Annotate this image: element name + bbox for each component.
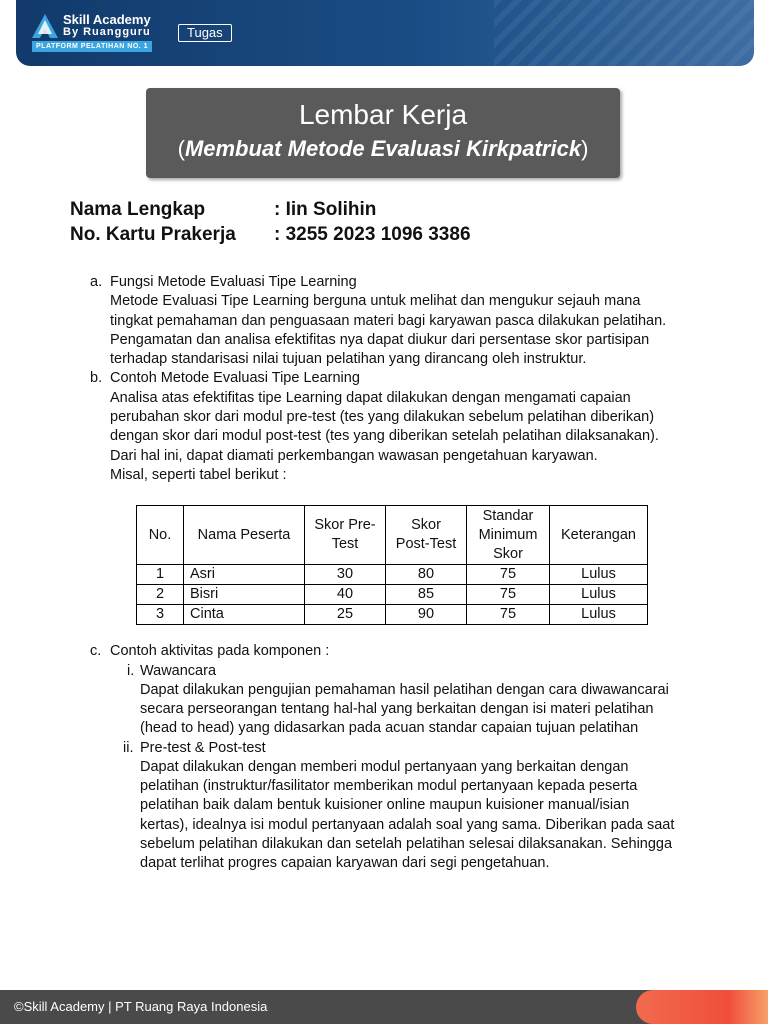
section-b-heading: Contoh Metode Evaluasi Tipe Learning (110, 370, 360, 386)
brand-tagline: PLATFORM PELATIHAN NO. 1 (32, 41, 152, 52)
section-a-line: Pengamatan dan analisa efektifitas nya dapat diukur dari persentase skor partisipan (110, 332, 650, 348)
cell-pre: 25 (305, 605, 386, 625)
cell-ket: Lulus (550, 565, 648, 585)
table-row (137, 585, 648, 605)
cell-no: 3 (137, 605, 184, 625)
section-b-line: dengan skor dari modul post-test (tes yang diberikan setelah pelatihan dilaksanakan). (110, 428, 659, 444)
footer-bar (0, 990, 768, 1024)
cell-std: 75 (467, 605, 550, 625)
table-header-row (137, 506, 648, 565)
page-title: Lembar Kerja (298, 99, 468, 130)
cell-post: 90 (386, 605, 467, 625)
score-table (136, 505, 648, 625)
name-label: Nama Lengkap (70, 199, 206, 220)
section-a-heading: Fungsi Metode Evaluasi Tipe Learning (110, 274, 357, 290)
card-value: : 3255 2023 1096 3386 (274, 224, 471, 245)
section-c-marker: c. (90, 643, 102, 659)
header-decoration (494, 0, 754, 66)
cell-nama: Bisri (184, 585, 305, 605)
cell-post: 85 (386, 585, 467, 605)
cell-no: 1 (137, 565, 184, 585)
section-a-line: Metode Evaluasi Tipe Learning berguna untuk melihat dan mengukur sejauh mana (110, 293, 641, 309)
name-value: : Iin Solihin (274, 199, 377, 220)
item-i-heading: Wawancara (140, 663, 217, 679)
header-post-test: Skor Post-Test (386, 506, 467, 565)
identity-card-row (70, 223, 471, 247)
brand-name: Skill Academy (63, 12, 151, 27)
section-a-line: tingkat pemahaman dan penguasaan materi bagi karyawan pasca dilakukan pelatihan. (110, 313, 667, 329)
cell-post: 80 (386, 565, 467, 585)
section-b-line: Misal, seperti tabel berikut : (110, 467, 287, 483)
cell-std: 75 (467, 585, 550, 605)
item-i-line: secara perseorangan tentang hal-hal yang berkaitan dengan isi materi pelatihan (140, 701, 654, 717)
section-a-line: terhadap standarisasi nilai tujuan pelatihan yang dirancang oleh instruktur. (110, 351, 587, 367)
item-ii-heading: Pre-test & Post-test (140, 740, 266, 756)
cell-std: 75 (467, 565, 550, 585)
item-ii-line: dapat terlihat progres capaian karyawan dari segi pengetahuan. (140, 855, 550, 871)
cell-pre: 30 (305, 565, 386, 585)
skill-academy-logo-icon (32, 14, 58, 38)
item-ii-line: Dapat dilakukan dengan memberi modul pertanyaan yang berkaitan dengan (140, 759, 629, 775)
item-i-line: Dapat dilakukan pengujian pemahaman hasil pelatihan dengan cara diwawancarai (140, 682, 669, 698)
cell-pre: 40 (305, 585, 386, 605)
item-i-line: (head to head) yang didasarkan pada acuan standar capaian tujuan pelatihan (140, 720, 639, 736)
header-pre-test: Skor Pre- Test (305, 506, 386, 565)
cell-ket: Lulus (550, 585, 648, 605)
footer-accent-shape (636, 990, 768, 1024)
item-ii-marker: ii. (123, 740, 134, 756)
section-b-marker: b. (90, 370, 103, 386)
header-banner (16, 0, 754, 66)
cell-nama: Asri (184, 565, 305, 585)
item-ii-line: pelatihan (instruktur/fasilitator memberikan modul pertanyaan kepada peserta (140, 778, 638, 794)
item-ii-line: sebelum pelatihan dilakukan dan setelah pelatihan selesai dilaksanakan. Sehingga (140, 836, 673, 852)
header-keterangan: Keterangan (550, 506, 648, 565)
header-standar: Standar Minimum Skor (467, 506, 550, 565)
item-ii-line: kertas), idealnya isi modul pertanyaan adalah soal yang sama. Diberikan pada saat (140, 817, 675, 833)
identity-name-row (70, 198, 376, 222)
cell-nama: Cinta (184, 605, 305, 625)
cell-no: 2 (137, 585, 184, 605)
card-label: No. Kartu Prakerja (70, 224, 236, 245)
cell-ket: Lulus (550, 605, 648, 625)
title-box (146, 88, 620, 178)
table-row (137, 565, 648, 585)
section-b-line: Analisa atas efektifitas tipe Learning dapat dilakukan dengan mengamati capaian (110, 390, 631, 406)
brand-subtitle: By Ruangguru (63, 26, 151, 38)
header-nama: Nama Peserta (184, 506, 305, 565)
header-no: No. (137, 506, 184, 565)
section-c-heading: Contoh aktivitas pada komponen : (110, 643, 330, 659)
section-b-line: perubahan skor dari modul pre-test (tes yang dilakukan sebelum pelatihan diberikan) (110, 409, 655, 425)
section-b-line: Dari hal ini, dapat diamati perkembangan wawasan pengetahuan karyawan. (110, 448, 598, 464)
item-ii-line: pelatihan baik dalam bentuk kuisioner online maupun kuisioner manual/isian (140, 797, 630, 813)
section-a-marker: a. (90, 274, 103, 290)
table-row (137, 605, 648, 625)
footer-copyright: ©Skill Academy | PT Ruang Raya Indonesia (14, 999, 268, 1014)
tugas-badge: Tugas (178, 24, 232, 42)
page-subtitle: (Membuat Metode Evaluasi Kirkpatrick) (177, 136, 589, 161)
item-i-marker: i. (127, 663, 135, 679)
